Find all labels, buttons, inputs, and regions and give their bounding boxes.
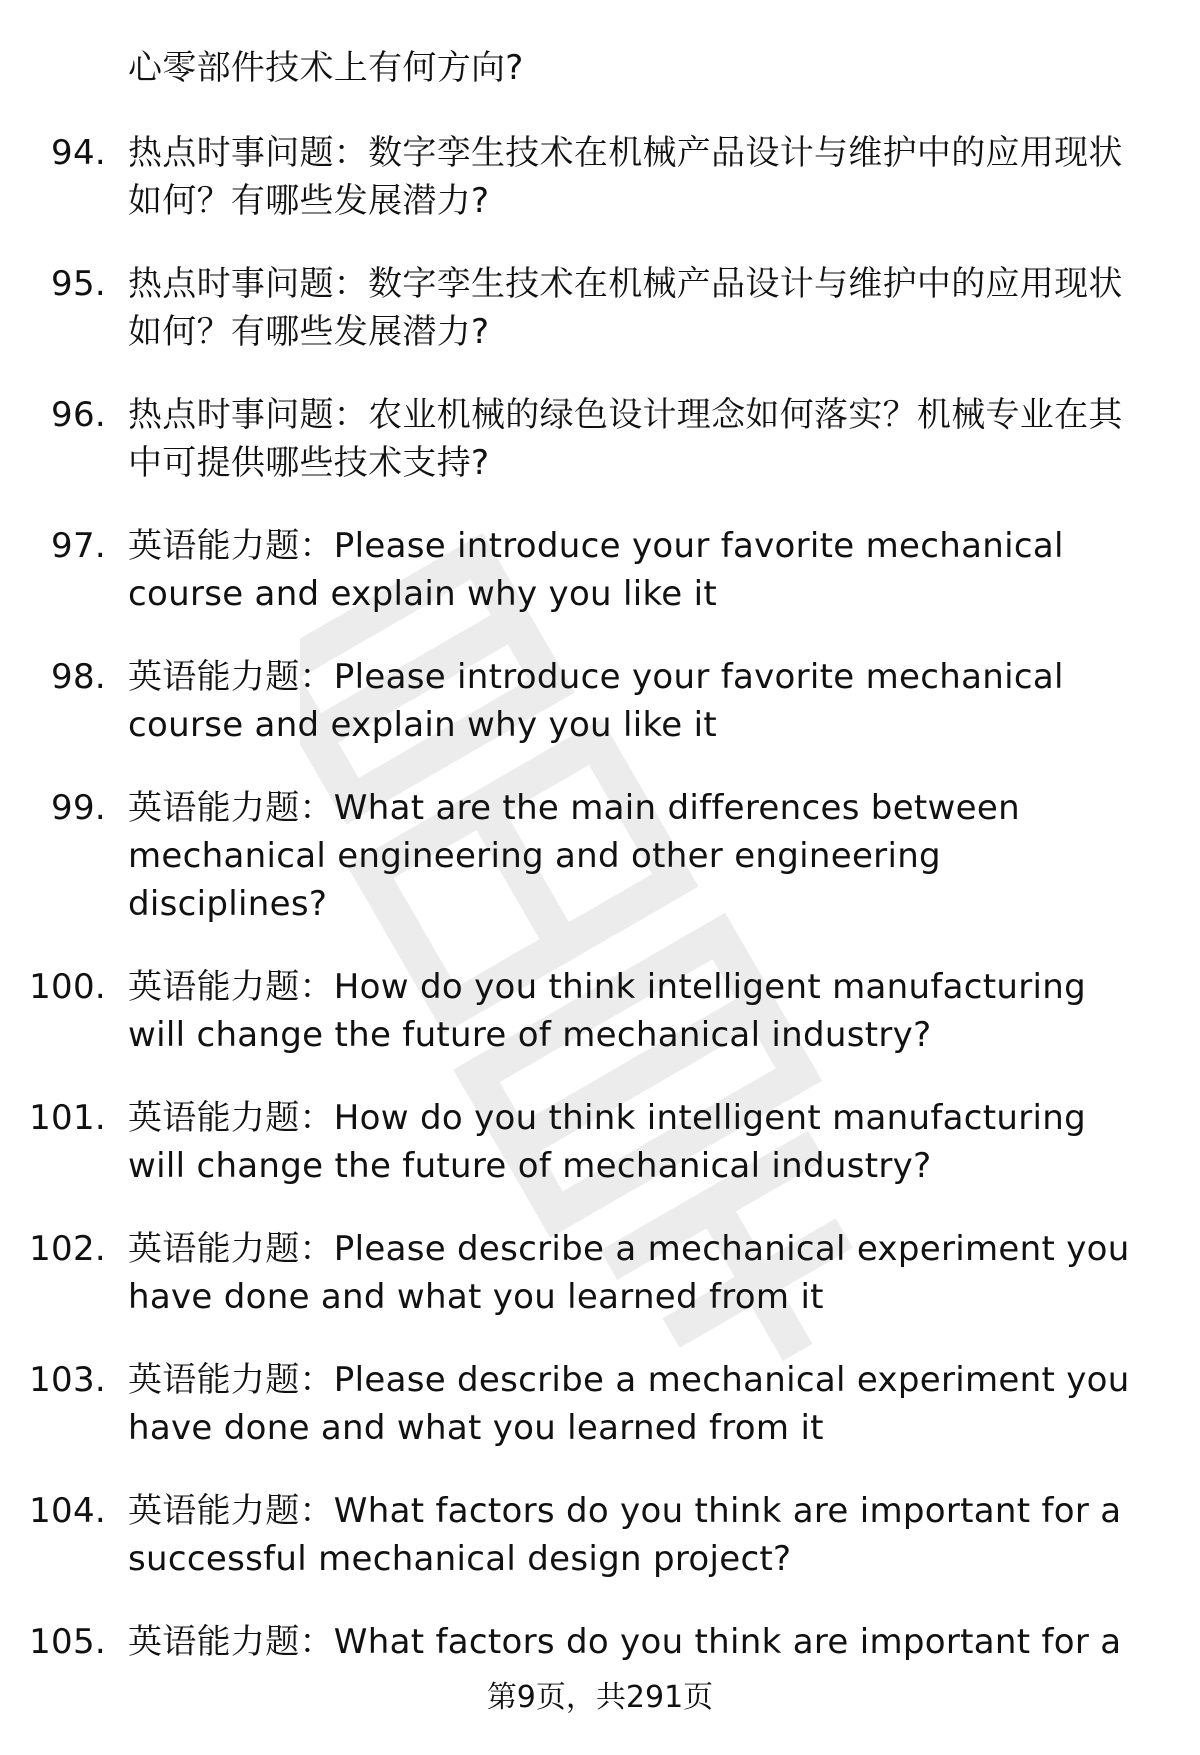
list-item-number: 104. — [29, 1491, 106, 1531]
list-item-number: 94. — [51, 133, 106, 173]
list-item — [0, 522, 1200, 618]
list-item — [0, 391, 1200, 487]
page-footer: 第9页，共291页 — [486, 1680, 714, 1715]
list-item-number: 103. — [29, 1360, 106, 1400]
list-item — [0, 1618, 1200, 1666]
list-item — [0, 963, 1200, 1059]
list-item-text: 英语能力题：What are the main differences between mechanical engineering and other engineering disciplines? — [128, 788, 1020, 924]
list-item-text: 英语能力题：What factors do you think are important for a successful mechanical design project? — [128, 1491, 1122, 1579]
list-item-text: 英语能力题：Please introduce your favorite mechanical course and explain why you like it — [128, 526, 1064, 614]
list-item-number: 100. — [29, 967, 106, 1007]
list-item-text: 英语能力题：How do you think intelligent manufacturing will change the future of mechanical industry? — [128, 1098, 1086, 1186]
list-item-text: 热点时事问题：农业机械的绿色设计理念如何落实？机械专业在其中可提供哪些技术支持? — [128, 395, 1123, 483]
list-item-text: 英语能力题：Please describe a mechanical experiment you have done and what you learned from it — [128, 1229, 1130, 1317]
list-item-text: 英语能力题：How do you think intelligent manufacturing will change the future of mechanical industry? — [128, 967, 1086, 1055]
list-item — [0, 129, 1200, 225]
list-item — [0, 1487, 1200, 1583]
list-item-text: 英语能力题：Please describe a mechanical experiment you have done and what you learned from it — [128, 1360, 1130, 1448]
list-item — [0, 784, 1200, 928]
list-item-text: 热点时事问题：数字孪生技术在机械产品设计与维护中的应用现状如何？有哪些发展潜力? — [128, 264, 1123, 352]
list-item-text: 英语能力题：What factors do you think are important for a — [128, 1622, 1122, 1662]
list-item — [0, 1356, 1200, 1452]
list-item — [0, 260, 1200, 356]
list-item-number: 101. — [29, 1098, 106, 1138]
list-item-number: 96. — [51, 395, 106, 435]
list-item — [0, 653, 1200, 749]
list-item-number: 99. — [51, 788, 106, 828]
list-item — [0, 1225, 1200, 1321]
list-item-text: 英语能力题：Please introduce your favorite mechanical course and explain why you like it — [128, 657, 1064, 745]
list-item-number: 95. — [51, 264, 106, 304]
list-item-text: 热点时事问题：数字孪生技术在机械产品设计与维护中的应用现状如何？有哪些发展潜力? — [128, 133, 1123, 221]
list-item-number: 105. — [29, 1622, 106, 1662]
question-list — [0, 44, 1200, 1701]
list-item-number: 98. — [51, 657, 106, 697]
list-item-number: 102. — [29, 1229, 106, 1269]
list-item-text: 心零部件技术上有何方向? — [128, 48, 524, 88]
list-item-continuation — [0, 44, 1200, 92]
list-item — [0, 1094, 1200, 1190]
list-item-number: 97. — [51, 526, 106, 566]
